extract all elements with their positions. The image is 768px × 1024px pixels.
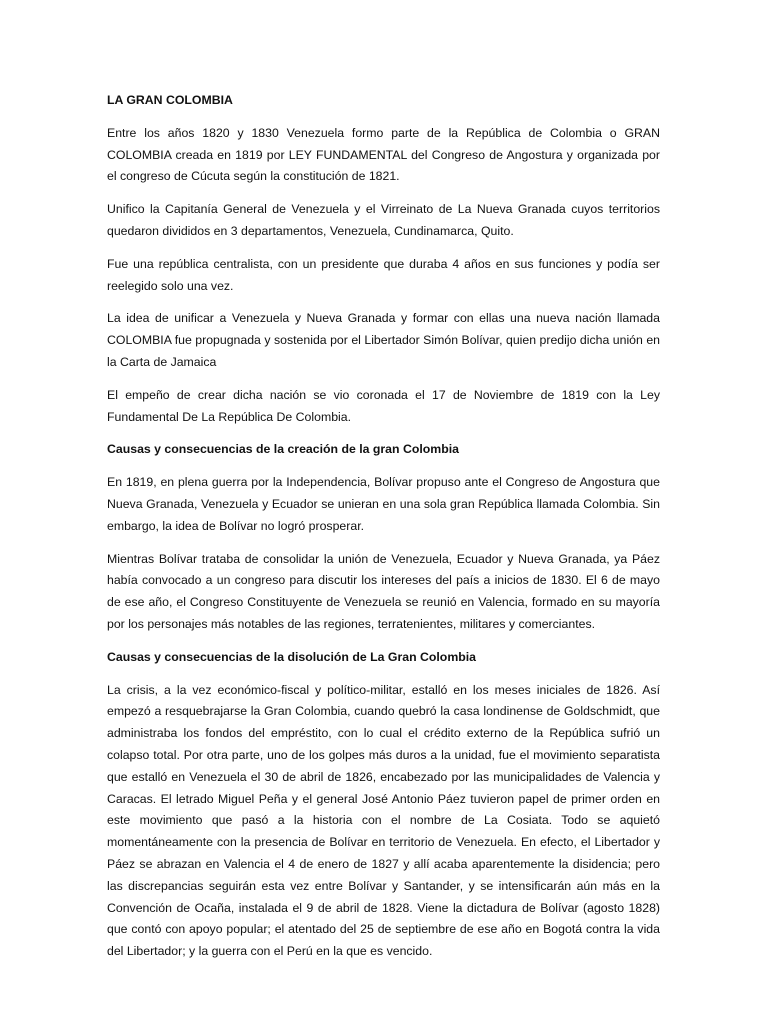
paragraph-intro-4: La idea de unificar a Venezuela y Nueva Granada y formar con ellas una nueva nación llamada COLOMBIA fue propugnada y sostenida por el Libertador Simón Bolívar, quien predijo dicha unión en la Carta de Jamaica [107, 311, 660, 369]
document-title: LA GRAN COLOMBIA [107, 93, 233, 107]
paragraph-intro-1: Entre los años 1820 y 1830 Venezuela formo parte de la República de Colombia o GRAN COLOMBIA creada en 1819 por LEY FUNDAMENTAL del Congreso de Angostura y organizada por el congreso de Cúcuta según la constitución de 1821. [107, 125, 660, 184]
paragraph-intro-3: Fue una república centralista, con un presidente que duraba 4 años en sus funciones y podía ser reelegido solo una vez. [107, 256, 660, 293]
paragraph-intro-2: Unifico la Capitanía General de Venezuela y el Virreinato de La Nueva Granada cuyos territorios quedaron divididos en 3 departamentos, Venezuela, Cundinamarca, Quito. [107, 202, 660, 238]
section-heading-creation: Causas y consecuencias de la creación de la gran Colombia [107, 442, 459, 457]
paragraph-creation-2: Mientras Bolívar trataba de consolidar la unión de Venezuela, Ecuador y Nueva Granada, ya Páez había convocado a un congreso para discutir los intereses del país a inicios de 1830. El 6 de mayo de ese año, el Congreso Constituyente de Venezuela se reunió en Valencia, formado en su mayoría por los personajes más notables de las regiones, terratenientes, militares y comerciantes. [107, 551, 660, 631]
section-heading-dissolution: Causas y consecuencias de la disolución de La Gran Colombia [107, 649, 477, 664]
document-page [107, 90, 660, 974]
paragraph-creation-1: En 1819, en plena guerra por la Independencia, Bolívar propuso ante el Congreso de Angostura que Nueva Granada, Venezuela y Ecuador se unieran en una sola gran República llamada Colombia. Sin embargo, la idea de Bolívar no logró prosperar. [107, 475, 660, 533]
paragraph-intro-5: El empeño de crear dicha nación se vio coronada el 17 de Noviembre de 1819 con la Ley Fundamental De La República De Colombia. [107, 387, 660, 424]
paragraph-dissolution-1: La crisis, a la vez económico-fiscal y político-militar, estalló en los meses iniciales de 1826. Así empezó a resquebrajarse la Gran Colombia, cuando quebró la casa londinense de Goldschmidt, que administraba los fondos del empréstito, con lo cual el crédito externo de la República sufrió un colapso total. Por otra parte, uno de los golpes más duros a la unidad, fue el movimiento separatista que estalló en Venezuela el 30 de abril de 1826, encabezado por las municipalidades de Valencia y Caracas. El letrado Miguel Peña y el general José Antonio Páez tuvieron papel de primer orden en este movimiento que pasó a la historia con el nombre de La Cosiata. Todo se aquietó momentáneamente con la presencia de Bolívar en territorio de Venezuela. En efecto, el Libertador y Páez se abrazan en Valencia el 4 de enero de 1827 y allí acaba aparentemente la disidencia; pero las discrepancias seguirán esta vez entre Bolívar y Santander, y se intensificarán aún más en la Convención de Ocaña, instalada el 9 de abril de 1828. Viene la dictadura de Bolívar (agosto 1828) que contó con apoyo popular; el atentado del 25 de septiembre de ese año en Bogotá contra la vida del Libertador; y la guerra con el Perú en la que es vencido. [107, 682, 660, 959]
